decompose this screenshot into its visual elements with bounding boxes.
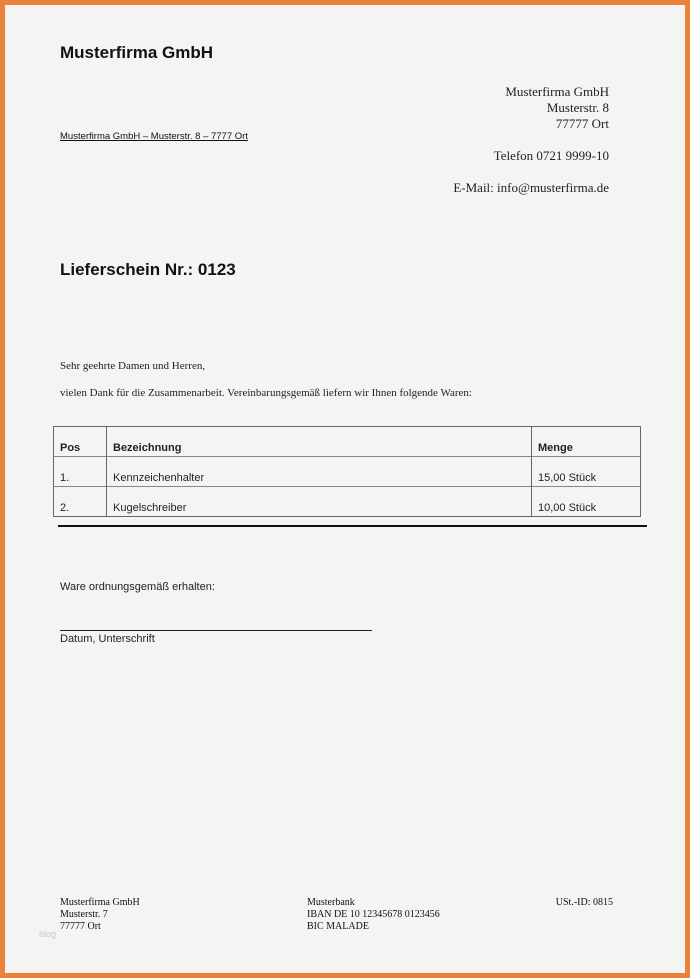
header-pos: Pos [54, 427, 107, 457]
sender-city: 77777 Ort [555, 116, 609, 131]
footer-tax [556, 897, 613, 909]
header-bezeichnung: Bezeichnung [107, 427, 532, 457]
sender-phone: Telefon 0721 9999-10 [493, 148, 609, 163]
cell-pos: 2. [54, 487, 107, 517]
footer-bank-name: Musterbank [307, 897, 355, 908]
table-row [54, 457, 641, 487]
header-menge: Menge [532, 427, 641, 457]
receipt-text: Ware ordnungsgemäß erhalten: [60, 581, 215, 593]
sender-address-line: Musterfirma GmbH – Musterstr. 8 – 7777 Ort [60, 131, 248, 142]
cell-menge: 10,00 Stück [532, 487, 641, 517]
company-title: Musterfirma GmbH [60, 43, 214, 62]
signature-label: Datum, Unterschrift [60, 633, 155, 645]
table-row [54, 487, 641, 517]
footer-company-name: Musterfirma GmbH [60, 897, 140, 908]
salutation: Sehr geehrte Damen und Herren, [60, 360, 206, 372]
intro-text: vielen Dank für die Zusammenarbeit. Vereinbarungsgemäß liefern wir Ihnen folgende Waren: [60, 387, 472, 399]
cell-menge: 15,00 Stück [532, 457, 641, 487]
footer-iban: IBAN DE 10 12345678 0123456 [307, 909, 440, 920]
document-page [5, 5, 685, 973]
items-table [53, 426, 641, 517]
separator-line [58, 525, 647, 527]
watermark: blog [39, 929, 57, 939]
cell-bezeichnung: Kugelschreiber [107, 487, 532, 517]
footer-company-street: Musterstr. 7 [60, 909, 108, 920]
footer-company [60, 897, 140, 933]
footer-bic: BIC MALADE [307, 921, 369, 932]
sender-email: E-Mail: info@musterfirma.de [453, 180, 609, 195]
sender-name: Musterfirma GmbH [505, 84, 609, 99]
footer-company-city: 77777 Ort [60, 921, 101, 932]
footer-ust-id: USt.-ID: 0815 [555, 897, 613, 908]
sender-street: Musterstr. 8 [546, 100, 609, 115]
cell-bezeichnung: Kennzeichenhalter [107, 457, 532, 487]
table-header-row [54, 427, 641, 457]
document-title: Lieferschein Nr.: 0123 [60, 260, 236, 279]
cell-pos: 1. [54, 457, 107, 487]
footer-bank [307, 897, 440, 933]
signature-line [60, 630, 372, 631]
